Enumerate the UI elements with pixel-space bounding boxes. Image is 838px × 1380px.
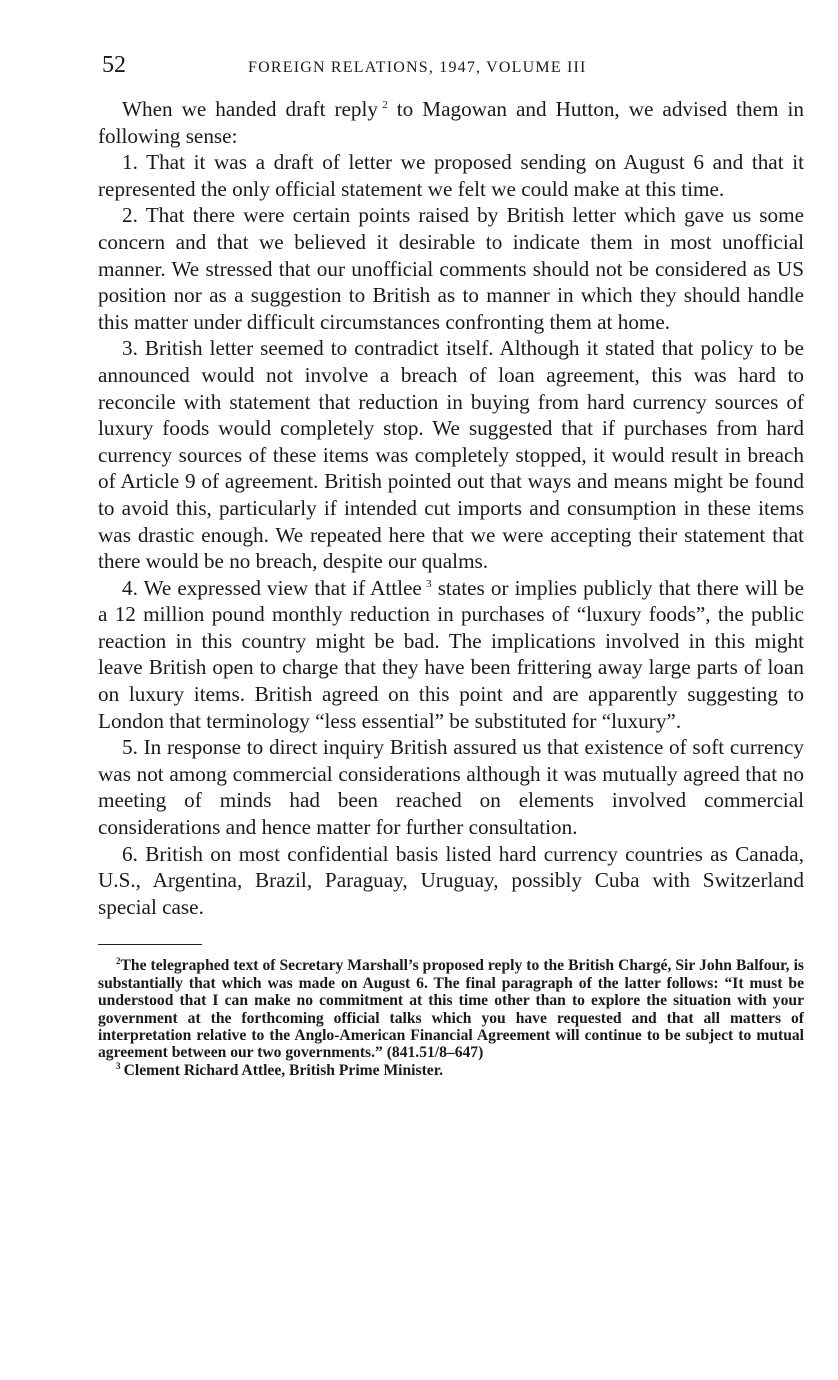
footnote-2-text: The telegraphed text of Secretary Marshall’s proposed reply to the British Chargé, Sir John Balfour, is substantially that which was made on August 6. The final paragraph of the latter follows: “It must be understood that I can make no commitment at this time other than to explore the situation with your government at the forthcoming official talks which you have requested and that all matters of interpretation relative to the Anglo-American Financial Agreement will continue to be subject to mutual agreement between our two governments.” (841.51/8–647) xyxy=(98,957,804,1062)
footnote-3 xyxy=(98,1062,804,1079)
footnotes xyxy=(98,957,804,1079)
list-item-2: 2. That there were certain points raised by British letter which gave us some concern and that we believed it desirable to indicate them in most unofficial manner. We stressed that our unofficial comments should not be considered as US position nor as a suggestion to British as to manner in which they should handle this matter under difficult circumstances confronting them at home. xyxy=(98,203,804,334)
footnote-3-marker: 3 xyxy=(116,1060,121,1071)
running-head xyxy=(98,50,804,86)
running-title: FOREIGN RELATIONS, 1947, VOLUME III xyxy=(248,59,587,76)
item4-text-before-ref: 4. We expressed view that if Attlee xyxy=(122,575,422,600)
footnote-2-marker: 2 xyxy=(116,956,121,967)
page-number: 52 xyxy=(102,52,126,78)
list-item-5: 5. In response to direct inquiry British assured us that existence of soft currency was not among commercial considerations although it was mutually agreed that no meeting of minds had been reached on elements involved commercial considerations and hence matter for further consultation. xyxy=(98,735,804,840)
footnote-3-text: Clement Richard Attlee, British Prime Minister. xyxy=(123,1061,444,1079)
list-item-1: 1. That it was a draft of letter we proposed sending on August 6 and that it represented the only official statement we felt we could make at this time. xyxy=(98,150,804,201)
footnote-divider xyxy=(98,944,202,945)
intro-text-before-ref: When we handed draft reply xyxy=(122,97,379,121)
footnote-2 xyxy=(98,957,804,1061)
footnote-ref-2[interactable]: 2 xyxy=(382,99,388,111)
list-item-6: 6. British on most confidential basis listed hard currency countries as Canada, U.S., Argentina, Brazil, Paraguay, Uruguay, possibly Cuba with Switzerland special case. xyxy=(98,841,804,919)
list-item-4 xyxy=(98,575,804,735)
list-item-3: 3. British letter seemed to contradict itself. Although it stated that policy to be announced would not involve a breach of loan agreement, this was hard to reconcile with statement that reduction in buying from hard currency sources of luxury foods would completely stop. We suggested that if purchases from hard currency sources of these items was completely stopped, it would result in breach of Article 9 of agreement. British pointed out that ways and means might be found to avoid this, particularly if intended cut imports and consumption in these items was drastic enough. We repeated here that we were accepting their statement that there would be no breach, despite our qualms. xyxy=(98,336,804,574)
intro-paragraph xyxy=(98,96,804,149)
body-text xyxy=(98,96,804,920)
intro-text-after-ref: to Magowan and Hutton, we advised them in following sense: xyxy=(98,97,804,148)
footnote-ref-3[interactable]: 3 xyxy=(426,577,432,590)
document-page xyxy=(98,50,804,1079)
item4-text-after-ref: states or implies publicly that there will be a 12 million pound monthly reduction in purchases of “luxury foods”, the public reaction in this country might be bad. The implications involved in this might leave British open to charge that they have been frittering away large parts of loan on luxury items. British agreed on this point and are apparently suggesting to London that terminology “less essential” be substituted for “luxury”. xyxy=(98,575,804,733)
